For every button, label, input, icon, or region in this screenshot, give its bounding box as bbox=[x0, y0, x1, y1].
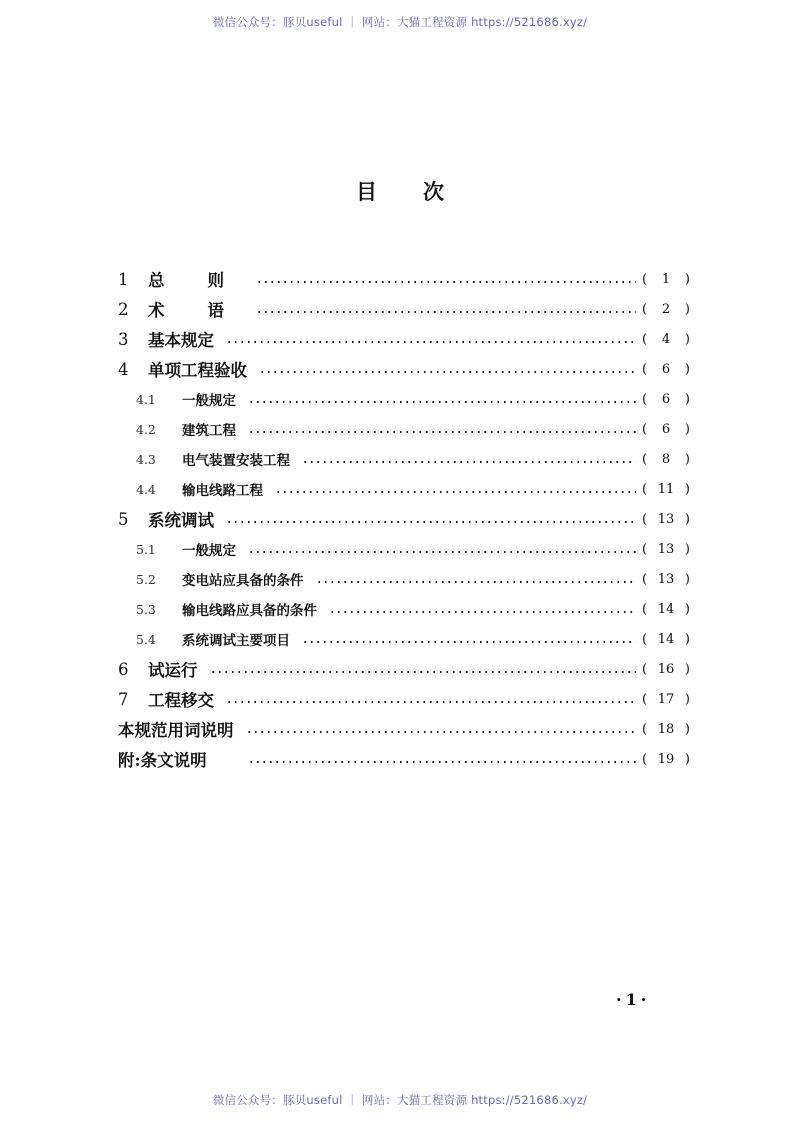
toc-entry-page: ( 19 ) bbox=[642, 751, 690, 767]
toc-entry-wording[interactable] bbox=[118, 714, 690, 744]
toc-entry-page: ( 6 ) bbox=[642, 391, 690, 407]
toc-entry-6[interactable] bbox=[118, 654, 690, 684]
page-title: 目次 bbox=[356, 179, 490, 204]
toc-entry-number: 4.2 bbox=[136, 421, 156, 437]
toc-entry-page: ( 6 ) bbox=[642, 361, 690, 377]
dot-leader bbox=[248, 761, 636, 763]
toc-entry-title: 输电线路工程 bbox=[182, 483, 263, 499]
toc-entry-number: 4.1 bbox=[136, 391, 156, 407]
toc-entry-title: 本规范用词说明 bbox=[118, 721, 234, 740]
toc-entry-page: ( 13 ) bbox=[642, 541, 690, 557]
dot-leader bbox=[246, 731, 637, 733]
toc-entry-title: 系统调试主要项目 bbox=[182, 633, 290, 649]
toc-entry-page: ( 18 ) bbox=[642, 721, 690, 737]
toc-entry-number: 5.1 bbox=[136, 541, 156, 557]
toc-entry-number: 4.3 bbox=[136, 451, 156, 467]
toc-entry-1[interactable] bbox=[118, 264, 690, 294]
toc-entry-title: 工程移交 bbox=[148, 691, 214, 710]
toc-entry-4-3[interactable] bbox=[118, 444, 690, 474]
toc-entry-5-1[interactable] bbox=[118, 534, 690, 564]
dot-leader bbox=[248, 431, 636, 433]
toc-entry-title: 附:条文说明 bbox=[118, 751, 207, 770]
toc-entry-number: 4.4 bbox=[136, 481, 156, 497]
dot-leader bbox=[256, 311, 636, 313]
dot-leader bbox=[226, 521, 636, 523]
toc-entry-appendix[interactable] bbox=[118, 744, 690, 774]
toc-entry-4-4[interactable] bbox=[118, 474, 690, 504]
dot-leader bbox=[275, 491, 636, 493]
table-of-contents bbox=[118, 264, 690, 774]
toc-entry-title: 一般规定 bbox=[182, 543, 236, 559]
dot-leader bbox=[226, 341, 636, 343]
toc-entry-5-4[interactable] bbox=[118, 624, 690, 654]
toc-entry-page: ( 13 ) bbox=[642, 571, 690, 587]
toc-entry-page: ( 17 ) bbox=[642, 691, 690, 707]
dot-leader bbox=[210, 671, 637, 673]
toc-entry-number: 5.4 bbox=[136, 631, 156, 647]
toc-entry-title: 输电线路应具备的条件 bbox=[182, 603, 317, 619]
dot-leader bbox=[226, 701, 636, 703]
toc-entry-page: ( 1 ) bbox=[642, 271, 690, 287]
toc-entry-page: ( 14 ) bbox=[642, 601, 690, 617]
toc-entry-number: 1 bbox=[118, 269, 129, 289]
toc-entry-5-2[interactable] bbox=[118, 564, 690, 594]
toc-entry-title: 电气装置安装工程 bbox=[182, 453, 290, 469]
toc-entry-title: 系统调试 bbox=[148, 511, 214, 530]
toc-entry-title: 术 语 bbox=[148, 301, 224, 320]
toc-entry-5-3[interactable] bbox=[118, 594, 690, 624]
toc-entry-page: ( 16 ) bbox=[642, 661, 690, 677]
toc-entry-page: ( 14 ) bbox=[642, 631, 690, 647]
toc-entry-number: 3 bbox=[118, 329, 129, 349]
toc-entry-title: 试运行 bbox=[148, 661, 198, 680]
toc-entry-4[interactable] bbox=[118, 354, 690, 384]
toc-entry-number: 5.2 bbox=[136, 571, 156, 587]
toc-entry-number: 7 bbox=[118, 689, 129, 709]
toc-entry-page: ( 4 ) bbox=[642, 331, 690, 347]
toc-entry-page: ( 11 ) bbox=[642, 481, 690, 497]
toc-entry-title: 单项工程验收 bbox=[148, 361, 247, 380]
dot-leader bbox=[256, 281, 636, 283]
toc-entry-page: ( 6 ) bbox=[642, 421, 690, 437]
dot-leader bbox=[316, 581, 637, 583]
dot-leader bbox=[248, 401, 636, 403]
toc-entry-number: 5 bbox=[118, 509, 129, 529]
page-number: ·1· bbox=[616, 990, 651, 1009]
toc-entry-4-1[interactable] bbox=[118, 384, 690, 414]
dot-leader bbox=[302, 461, 636, 463]
dot-leader bbox=[302, 641, 636, 643]
toc-entry-page: ( 13 ) bbox=[642, 511, 690, 527]
toc-entry-title: 基本规定 bbox=[148, 331, 214, 350]
toc-entry-7[interactable] bbox=[118, 684, 690, 714]
toc-entry-page: ( 8 ) bbox=[642, 451, 690, 467]
toc-entry-title: 一般规定 bbox=[182, 393, 236, 409]
dot-leader bbox=[259, 371, 636, 373]
toc-entry-4-2[interactable] bbox=[118, 414, 690, 444]
toc-entry-5[interactable] bbox=[118, 504, 690, 534]
dot-leader bbox=[329, 611, 636, 613]
dot-leader bbox=[248, 551, 636, 553]
toc-entry-title: 变电站应具备的条件 bbox=[182, 573, 304, 589]
toc-entry-number: 6 bbox=[118, 659, 129, 679]
toc-entry-title: 建筑工程 bbox=[182, 423, 236, 439]
toc-entry-number: 2 bbox=[118, 299, 129, 319]
toc-entry-number: 5.3 bbox=[136, 601, 156, 617]
toc-entry-number: 4 bbox=[118, 359, 129, 379]
toc-entry-title: 总 则 bbox=[148, 271, 224, 290]
toc-entry-2[interactable] bbox=[118, 294, 690, 324]
watermark-top: 微信公众号：豚贝useful ｜ 网站：大猫工程资源 https://521686.xyz/ bbox=[212, 15, 588, 29]
toc-entry-3[interactable] bbox=[118, 324, 690, 354]
toc-entry-page: ( 2 ) bbox=[642, 301, 690, 317]
watermark-bottom: 微信公众号：豚贝useful ｜ 网站：大猫工程资源 https://521686.xyz/ bbox=[212, 1093, 588, 1107]
